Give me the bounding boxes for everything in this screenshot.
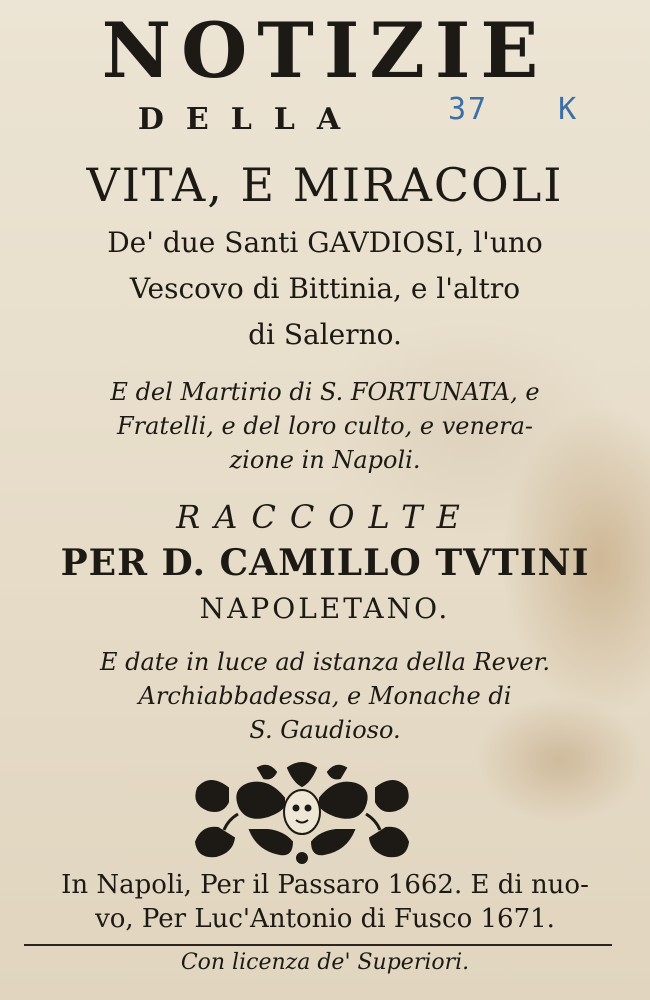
- shelfmark-letter: K: [558, 92, 579, 127]
- dedication-line-2: Archiabbadessa, e Monache di: [138, 682, 512, 710]
- book-title: NOTIZIE: [101, 6, 549, 95]
- subtitle: VITA, E MIRACOLI: [86, 158, 564, 212]
- license-line: Con licenza de' Superiori.: [180, 950, 470, 975]
- martyr-line-2: Fratelli, e del loro culto, e venera-: [116, 412, 533, 440]
- author-origin: NAPOLETANO.: [199, 592, 451, 625]
- martyr-line-3: zione in Napoli.: [229, 446, 421, 474]
- dedication-line-1: E date in luce ad istanza della Rever.: [99, 648, 551, 676]
- floral-woodcut-icon: [188, 758, 416, 866]
- della-line: DELLA: [137, 102, 363, 137]
- divider-rule: [24, 944, 612, 946]
- raccolte-line: RACCOLTE: [176, 498, 474, 536]
- martyr-line-1: E del Martirio di S. FORTUNATA, e: [110, 378, 540, 406]
- imprint-line-1: In Napoli, Per il Passaro 1662. E di nuo-: [61, 870, 589, 900]
- imprint-line-2: vo, Per Luc'Antonio di Fusco 1671.: [95, 904, 555, 934]
- author-line: PER D. CAMILLO TVTINI: [60, 542, 590, 584]
- saints-line-1: De' due Santi GAVDIOSI, l'uno: [107, 226, 543, 259]
- shelfmark-number: 37: [448, 92, 489, 127]
- saints-line-2: Vescovo di Bittinia, e l'altro: [129, 272, 521, 305]
- dedication-line-3: S. Gaudioso.: [249, 716, 401, 744]
- shelfmark: [448, 92, 578, 127]
- saints-line-3: di Salerno.: [248, 318, 402, 351]
